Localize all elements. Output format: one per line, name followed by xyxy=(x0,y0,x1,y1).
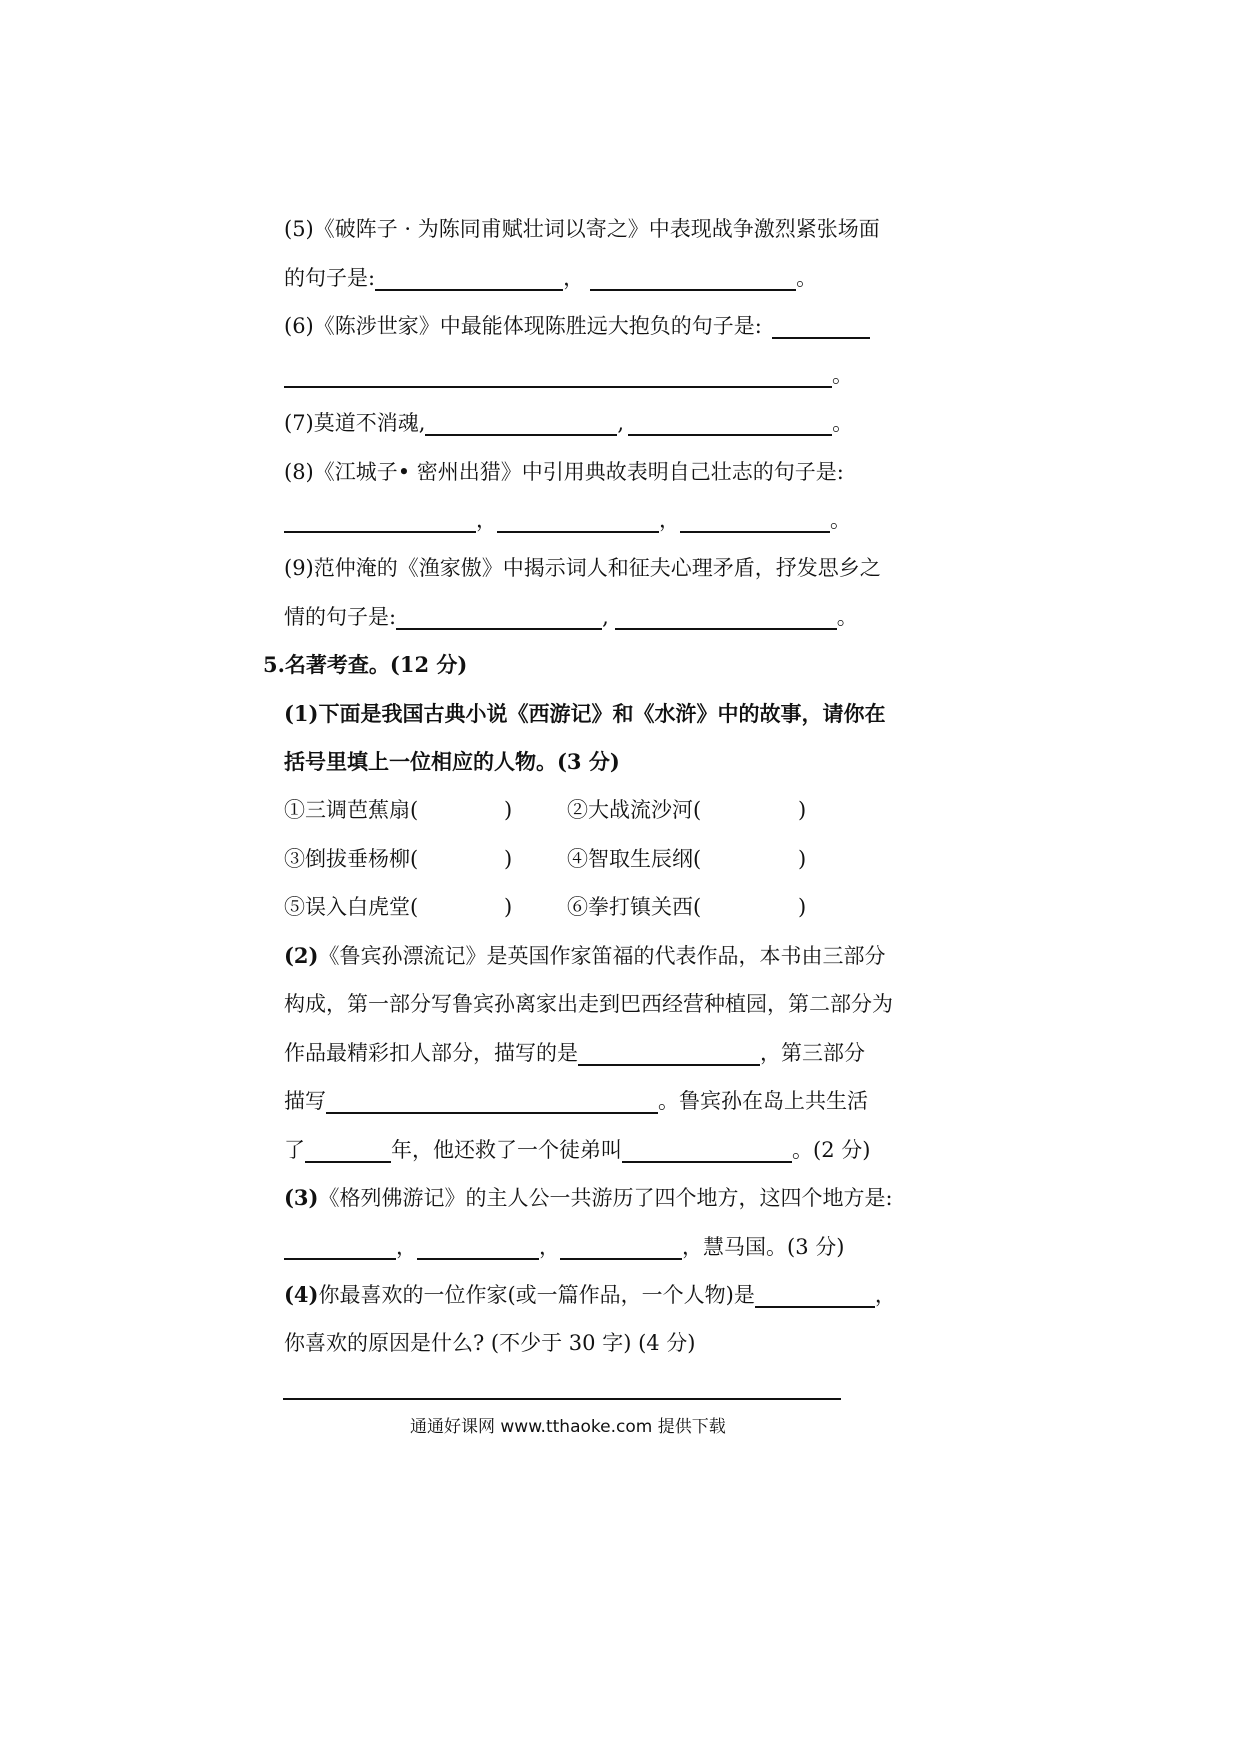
close-paren: ) xyxy=(798,847,807,871)
story-item: ⑥拳打镇关西( xyxy=(567,895,702,919)
q5-part2-line5: 了 年，他还救了一个徒弟叫 。(2 分) xyxy=(284,1138,871,1162)
close-paren: ) xyxy=(798,798,807,822)
answer-blank[interactable] xyxy=(578,1042,760,1066)
q4-item5-line2: 的句子是: ， 。 xyxy=(284,266,818,290)
answer-blank[interactable] xyxy=(417,1236,539,1260)
answer-blank[interactable] xyxy=(680,509,830,533)
q4-item8-line1: (8)《江城子• 密州出猎》中引用典故表明自己壮志的句子是: xyxy=(284,460,844,484)
answer-blank[interactable] xyxy=(628,412,832,436)
q5-part2-line2: 构成，第一部分写鲁宾孙离家出走到巴西经营种植园，第二部分为 xyxy=(284,992,893,1016)
story-item: ④智取生辰纲( xyxy=(567,847,702,871)
q5-part3-line2: ， ， ，慧马国。(3 分) xyxy=(284,1232,844,1262)
close-paren: ) xyxy=(504,847,513,871)
answer-blank[interactable] xyxy=(305,1139,391,1163)
answer-blank[interactable] xyxy=(615,606,837,630)
close-paren: ) xyxy=(798,895,807,919)
close-paren: ) xyxy=(504,798,513,822)
q5-part2-line4: 描写 。鲁宾孙在岛上共生活 xyxy=(284,1089,868,1113)
close-paren: ) xyxy=(504,895,513,919)
q4-item6-line1: (6)《陈涉世家》中最能体现陈胜远大抱负的句子是: xyxy=(284,311,870,341)
q4-item9-line2: 情的句子是: , 。 xyxy=(284,605,858,629)
q5-part1-line1: (1)下面是我国古典小说《西游记》和《水浒》中的故事，请你在 xyxy=(284,701,886,726)
story-item: ⑤误入白虎堂( xyxy=(284,895,419,919)
answer-blank[interactable] xyxy=(284,509,476,533)
q4-item6-line2: 。 xyxy=(284,360,853,390)
answer-blank[interactable] xyxy=(590,267,796,291)
q5-part4-line2: 你喜欢的原因是什么? (不少于 30 字) (4 分) xyxy=(284,1331,696,1355)
answer-blank[interactable] xyxy=(560,1236,682,1260)
footer-text: 通通好课网 www.tthaoke.com 提供下载 xyxy=(410,1417,726,1437)
answer-blank[interactable] xyxy=(622,1139,792,1163)
story-item: ②大战流沙河( xyxy=(567,798,702,822)
q4-item5-line1: (5)《破阵子 · 为陈同甫赋壮词以寄之》中表现战争激烈紧张场面 xyxy=(284,217,880,241)
q5-part4-line1: (4)你最喜欢的一位作家(或一篇作品，一个人物)是 ， xyxy=(284,1282,896,1307)
story-item: ①三调芭蕉扇( xyxy=(284,798,419,822)
answer-blank[interactable] xyxy=(497,509,659,533)
q5-heading: 5.名著考查。(12 分) xyxy=(263,652,468,677)
q5-part2-line3: 作品最精彩扣人部分，描写的是 ，第三部分 xyxy=(284,1041,865,1065)
q5-part1-line2: 括号里填上一位相应的人物。(3 分) xyxy=(284,749,620,774)
q5-part3-line1: (3)《格列佛游记》的主人公一共游历了四个地方，这四个地方是: xyxy=(284,1185,893,1210)
q4-item8-line2: ， ， 。 xyxy=(284,505,851,535)
answer-blank[interactable] xyxy=(326,1090,658,1114)
answer-blank[interactable] xyxy=(425,412,617,436)
q5-part2-line1: (2)《鲁宾孙漂流记》是英国作家笛福的代表作品，本书由三部分 xyxy=(284,943,886,968)
story-item: ③倒拔垂杨柳( xyxy=(284,847,419,871)
q4-item9-line1: (9)范仲淹的《渔家傲》中揭示词人和征夫心理矛盾，抒发思乡之 xyxy=(284,556,881,580)
answer-blank[interactable] xyxy=(284,364,832,388)
answer-blank[interactable] xyxy=(396,606,602,630)
answer-blank[interactable] xyxy=(375,267,563,291)
answer-blank[interactable] xyxy=(284,1236,396,1260)
answer-blank[interactable] xyxy=(772,315,870,339)
footer-divider xyxy=(283,1398,841,1400)
answer-blank[interactable] xyxy=(755,1284,875,1308)
q4-item7: (7)莫道不消魂, , 。 xyxy=(284,411,854,435)
